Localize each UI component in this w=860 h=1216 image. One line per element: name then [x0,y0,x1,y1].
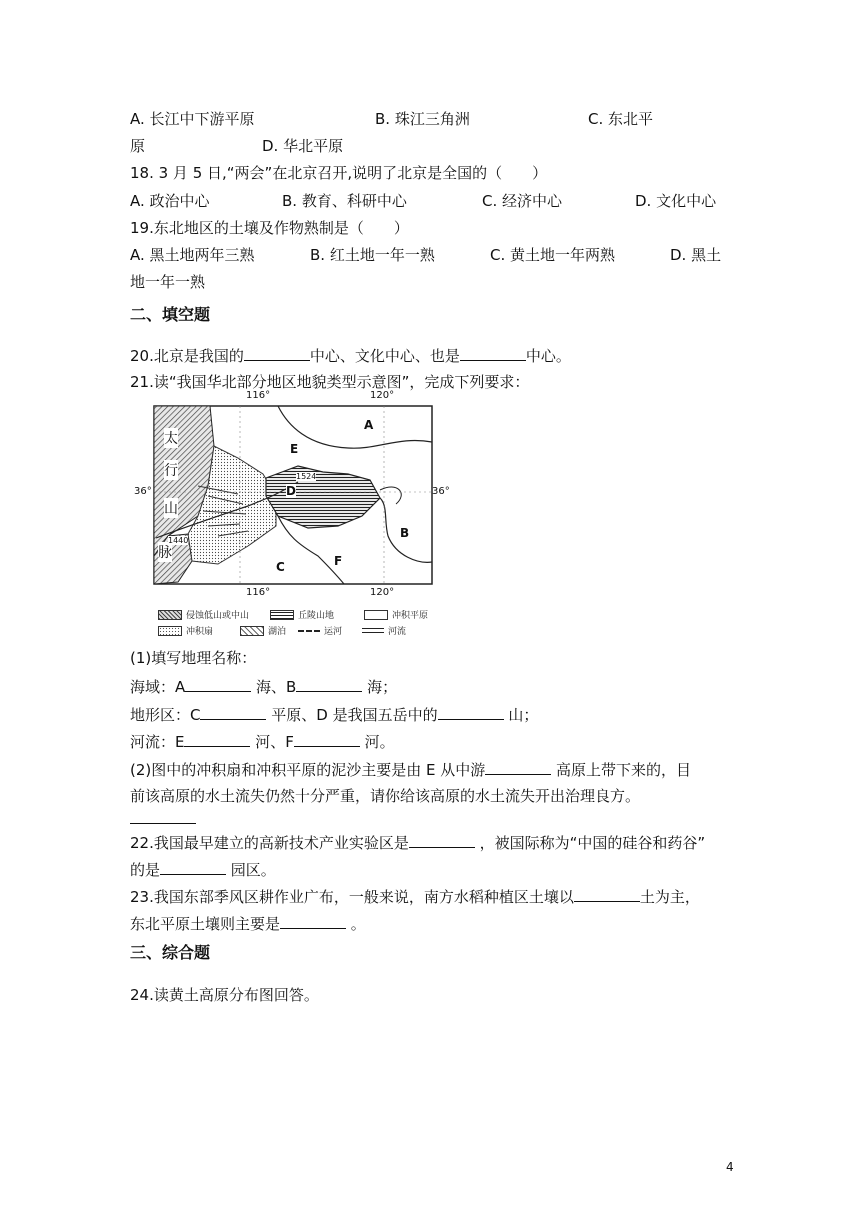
q21-sub1: (1)填写地理名称： [130,649,257,667]
q18-option-d: D. 文化中心 [635,192,717,210]
q23-line1 [130,886,700,907]
map-letter-f: F [334,554,343,568]
map-letter-e: E [290,442,299,456]
q23-line2 [130,913,366,934]
section-heading-comprehensive: 三、综合题 [130,943,211,962]
q19-stem: 19.东北地区的土壤及作物熟制是（ ） [130,219,409,237]
q22-line1 [130,832,705,853]
legend-swatch [158,626,182,636]
q20-part2: 中心、文化中心、也是 [309,347,460,365]
mountain-char: 太 [164,428,178,448]
legend-item [364,608,428,621]
lat-label-right: 36° [432,486,450,497]
q20-text [130,345,571,366]
q21-answer-line [130,808,196,829]
q18-option-b: B. 教育、科研中心 [282,192,407,210]
text: 海域：A [130,678,186,696]
answer-blank[interactable] [485,759,551,775]
q21-sea-line [130,676,397,697]
legend-item [362,624,406,637]
peak-label-2: 1440 [168,536,189,545]
answer-blank[interactable] [244,345,310,361]
answer-blank[interactable] [185,676,251,692]
q17-option-c: C. 东北平 [588,110,654,128]
legend-item [240,624,286,637]
mountain-char: 行 [164,460,178,480]
lat-label-left: 36° [134,486,152,497]
legend-label: 冲积平原 [392,611,429,621]
legend-label: 丘陵山地 [298,611,335,621]
lon-label-116-bottom: 116° [246,587,271,598]
text: 23.我国东部季风区耕作业广布，一般来说，南方水稻种植区土壤以 [130,888,574,906]
legend-label: 湖泊 [268,627,287,637]
q21-river-line [130,731,395,752]
legend-label: 河流 [388,627,407,637]
q24-stem: 24.读黄土高原分布图回答。 [130,986,319,1004]
legend-swatch [362,628,384,633]
q22-line2 [130,859,276,880]
legend-swatch [298,630,320,632]
text: 东北平原土壤则主要是 [130,915,281,933]
lon-label-120-top: 120° [370,390,395,401]
text: (2)图中的冲积扇和冲积平原的泥沙主要是由 E 从中游 [130,761,486,779]
answer-blank[interactable] [294,731,360,747]
q18-option-c: C. 经济中心 [482,192,563,210]
map-letter-d: D [286,484,296,498]
legend-item [298,624,342,637]
page-number: 4 [726,1160,734,1174]
text: 河、F [250,733,294,751]
map-letter-c: C [276,560,285,574]
legend-item [158,624,213,637]
text: 园区。 [226,861,276,879]
q17-option-b: B. 珠江三角洲 [375,110,470,128]
q19-option-d-cont: 地一年一熟 [130,273,206,291]
answer-blank[interactable] [574,886,640,902]
q19-option-b: B. 红土地一年一熟 [310,246,435,264]
landform-map [134,386,450,644]
lon-label-120-bottom: 120° [370,587,395,598]
q21-sub2-line2: 前该高原的水土流失仍然十分严重，请你给该高原的水土流失开出治理良方。 [130,787,641,805]
legend-item [158,608,249,621]
legend-swatch [364,610,388,620]
mountain-char: 山 [164,498,178,518]
answer-blank[interactable] [296,676,362,692]
q21-stem: 21.读“我国华北部分地区地貌类型示意图”，完成下列要求： [130,373,530,391]
q20-part1: 20.北京是我国的 [130,347,244,365]
text: 高原上带下来的，目 [551,761,692,779]
legend-swatch [158,610,182,620]
text: 河。 [359,733,395,751]
answer-blank[interactable] [460,345,526,361]
q17-option-a: A. 长江中下游平原 [130,110,255,128]
text: 海、B [251,678,297,696]
legend-label: 冲积扇 [186,627,214,637]
q19-option-a: A. 黑土地两年三熟 [130,246,255,264]
text: 22.我国最早建立的高新技术产业实验区是 [130,834,409,852]
text: 平原、D 是我国五岳中的 [266,706,438,724]
q19-option-c: C. 黄土地一年两熟 [490,246,616,264]
answer-blank[interactable] [200,704,266,720]
legend-label: 运河 [324,627,343,637]
text: 土为主， [639,888,700,906]
peak-label-1: 1524 [296,472,317,481]
q17-option-c-cont: 原 [130,137,146,155]
text: 地形区：C [130,706,201,724]
text: ，被国际称为“中国的硅谷和药谷” [474,834,706,852]
answer-blank[interactable] [280,913,346,929]
q20-part3: 中心。 [525,347,571,365]
q18-stem: 18. 3 月 5 日,“两会”在北京召开,说明了北京是全国的（ ） [130,164,548,182]
answer-blank[interactable] [438,704,504,720]
legend-swatch [270,610,294,620]
answer-blank[interactable] [130,808,196,824]
landform-map-svg [148,386,444,644]
legend-swatch [240,626,264,636]
answer-blank[interactable] [409,832,475,848]
answer-blank[interactable] [160,859,226,875]
map-letter-a: A [364,418,374,432]
section-heading-fill-blank: 二、填空题 [130,305,211,324]
text: 。 [346,915,366,933]
map-letter-b: B [400,526,410,540]
q17-option-d: D. 华北平原 [262,137,344,155]
legend-label: 侵蚀低山或中山 [186,611,250,621]
text: 山； [503,706,539,724]
text: 的是 [130,861,161,879]
legend-item [270,608,334,621]
q18-option-a: A. 政治中心 [130,192,210,210]
answer-blank[interactable] [184,731,250,747]
q21-sub2-line1 [130,759,691,780]
text: 海； [362,678,398,696]
text: 河流：E [130,733,185,751]
mountain-char: 脉 [158,542,172,562]
q21-land-line [130,704,538,725]
lon-label-116-top: 116° [246,390,271,401]
q19-option-d: D. 黑土 [670,246,722,264]
